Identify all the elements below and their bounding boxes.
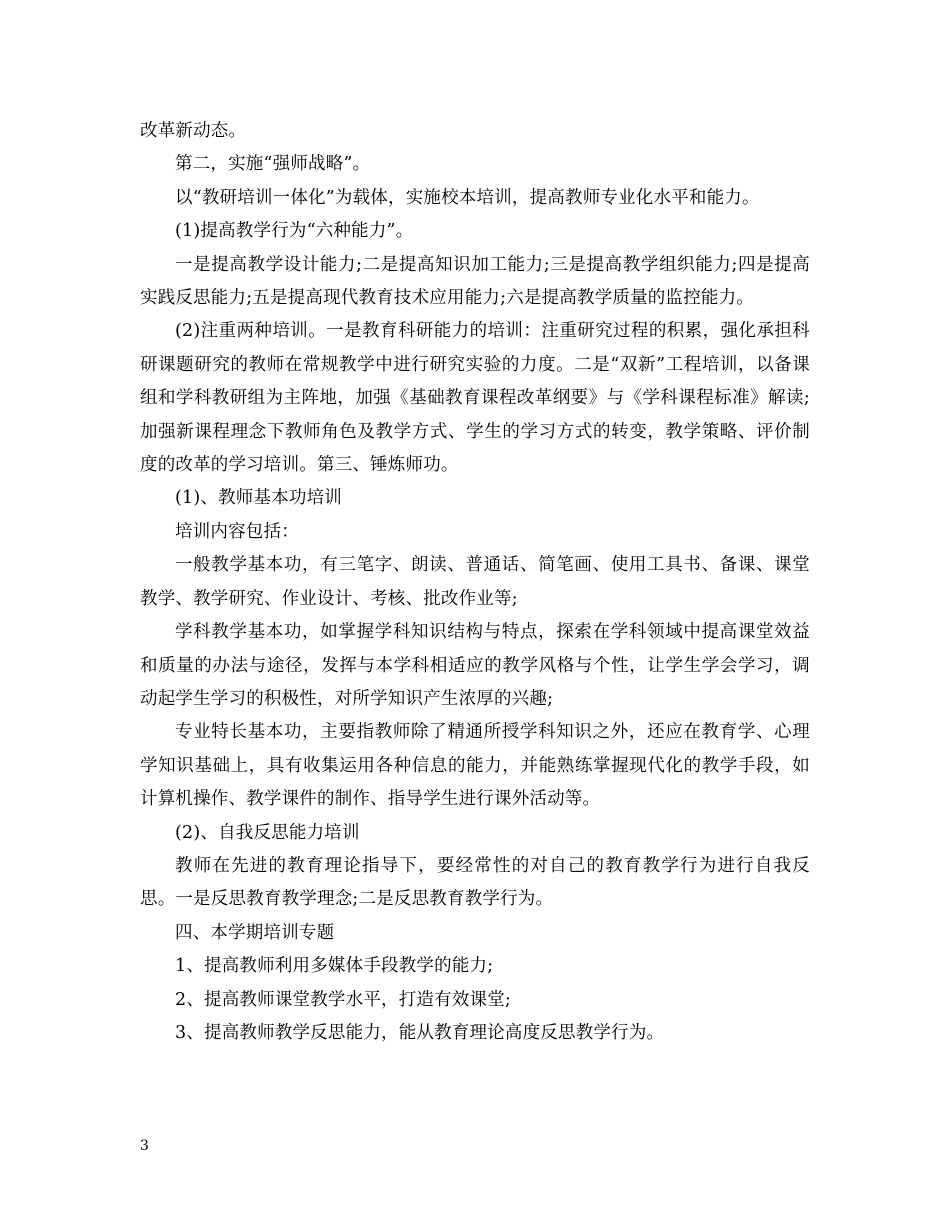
paragraph: (1)提高教学行为“六种能力”。 bbox=[175, 221, 414, 242]
paragraph: 专业特长基本功，主要指教师除了精通所授学科知识之外，还应在教育学、心理学知识基础上，具有收集运用各种信息的能力，并能熟练掌握现代化的教学手段，如计算机操作、教学课件的制作、指导学生进行课外活动等。 bbox=[140, 722, 810, 810]
paragraph: 教师在先进的教育理论指导下，要经常性的对自己的教育教学行为进行自我反思。一是反思教育教学理念;二是反思教育教学行为。 bbox=[140, 855, 810, 910]
paragraph: 培训内容包括： bbox=[175, 521, 299, 542]
paragraph: 以“教研培训一体化”为载体，实施校本培训，提高教师专业化水平和能力。 bbox=[175, 187, 760, 208]
paragraph: 3、提高教师教学反思能力，能从教育理论高度反思教学行为。 bbox=[175, 1022, 665, 1043]
paragraph: (2)、自我反思能力培训 bbox=[175, 822, 360, 843]
paragraph: 四、本学期培训专题 bbox=[175, 922, 335, 943]
paragraph: 第二，实施“强师战略”。 bbox=[175, 154, 371, 175]
body-text bbox=[140, 115, 810, 1050]
page-number: 3 bbox=[140, 1138, 149, 1154]
paragraph: 改革新动态。 bbox=[140, 121, 247, 141]
paragraph: (1)、教师基本功培训 bbox=[175, 488, 342, 509]
paragraph: (2)注重两种培训。一是教育科研能力的培训：注重研究过程的积累，强化承担科研课题研究的教师在常规教学中进行研究实验的力度。二是“双新”工程培训，以备课组和学科教研组为主阵地，加强《基础教育课程改革纲要》与《学科课程标准》解读;加强新课程理念下教师角色及教学方式、学生的学习方式的转变，教学策略、评价制度的改革的学习培训。第三、锤炼师功。 bbox=[140, 321, 810, 476]
paragraph: 1、提高教师利用多媒体手段教学的能力; bbox=[175, 956, 494, 977]
paragraph: 2、提高教师课堂教学水平，打造有效课堂; bbox=[175, 989, 512, 1010]
paragraph: 一般教学基本功，有三笔字、朗读、普通话、简笔画、使用工具书、备课、课堂教学、教学研究、作业设计、考核、批改作业等; bbox=[140, 555, 810, 609]
paragraph: 学科教学基本功，如掌握学科知识结构与特点，探索在学科领域中提高课堂效益和质量的办法与途径，发挥与本学科相适应的教学风格与个性，让学生学会学习，调动起学生学习的积极性，对所学知识产生浓厚的兴趣; bbox=[140, 622, 810, 709]
paragraph: 一是提高教学设计能力;二是提高知识加工能力;三是提高教学组织能力;四是提高实践反思能力;五是提高现代教育技术应用能力;六是提高教学质量的监控能力。 bbox=[140, 254, 810, 309]
